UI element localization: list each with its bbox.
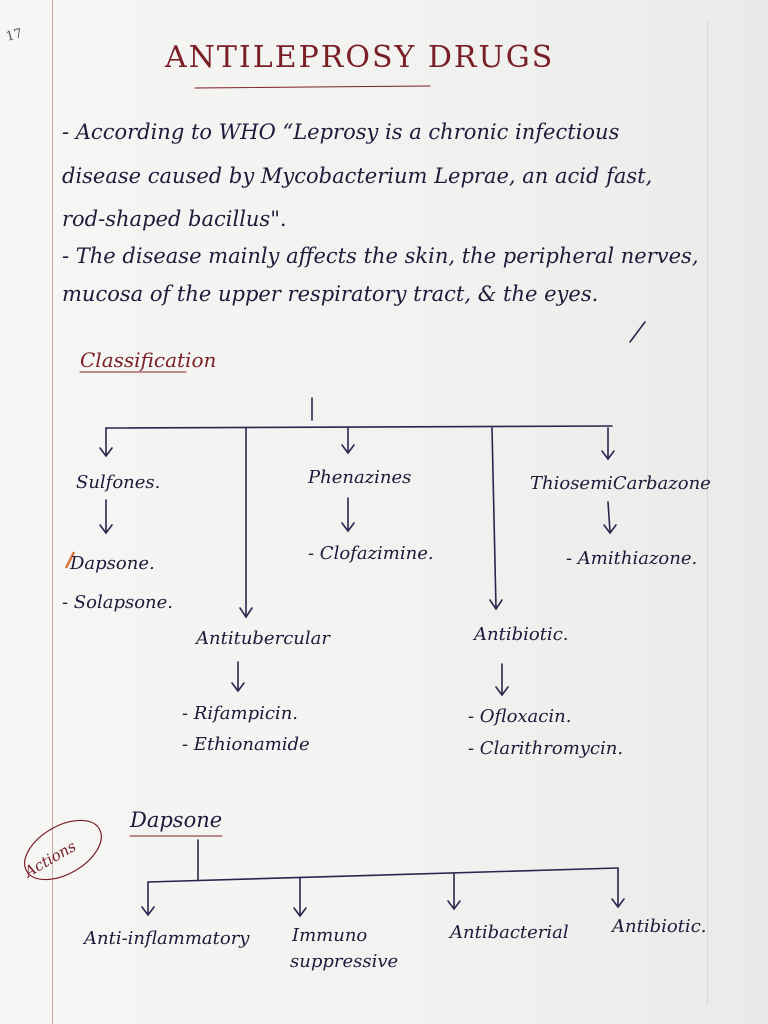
drug-item: Dapsone. <box>70 553 155 574</box>
page-title: ANTILEPROSY DRUGS <box>165 40 555 75</box>
action-suppressive: suppressive <box>290 951 399 972</box>
action-antibacterial: Antibacterial <box>450 922 569 943</box>
action-anti-inflammatory: Anti-inflammatory <box>84 928 250 949</box>
class-antitubercular: Antitubercular <box>196 628 330 649</box>
page-number: 17 <box>4 26 25 45</box>
class-sulfones: Sulfones. <box>76 472 161 493</box>
class-phenazines: Phenazines <box>308 467 412 488</box>
drug-item: - Clofazimine. <box>308 543 434 564</box>
drug-item: - Ofloxacin. <box>468 706 572 727</box>
class-thiosemicarbazone: ThiosemiCarbazone <box>530 473 711 494</box>
dapsone-heading: Dapsone <box>130 808 223 832</box>
paragraph-line: disease caused by Mycobacterium Leprae, an acid fast, <box>62 164 653 188</box>
actions-badge: Actions <box>21 837 80 881</box>
drug-item: - Solapsone. <box>62 592 174 613</box>
paragraph-line: rod-shaped bacillus". <box>62 207 287 231</box>
classification-heading: Classification <box>80 348 217 372</box>
action-antibiotic: Antibiotic. <box>612 916 707 937</box>
drug-item: - Rifampicin. <box>182 703 299 724</box>
drug-item: - Ethionamide <box>182 734 310 755</box>
class-antibiotic: Antibiotic. <box>474 624 569 645</box>
paragraph-line: - According to WHO “Leprosy is a chronic infectious <box>62 120 620 144</box>
drug-item: - Clarithromycin. <box>468 738 624 759</box>
paragraph-line: mucosa of the upper respiratory tract, & the eyes. <box>62 282 599 306</box>
drug-item: - Amithiazone. <box>566 548 698 569</box>
paragraph-line: - The disease mainly affects the skin, the peripheral nerves, <box>62 244 699 268</box>
action-immuno: Immuno <box>292 925 368 946</box>
